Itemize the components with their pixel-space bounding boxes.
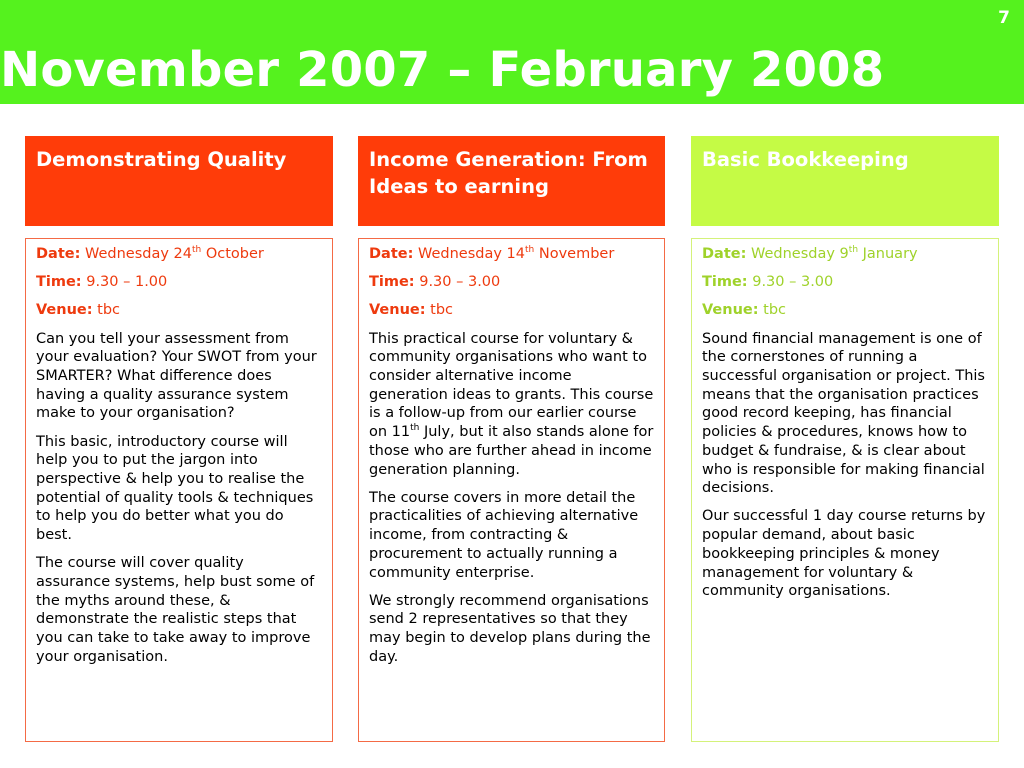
course-description: This practical course for voluntary & community organisations who want to consider alternative income generation ideas to grants. This course is a follow-up from our earlier course on 11th July, but it also stands alone for those who are further ahead in income generation planning. xyxy=(369,330,654,478)
course-card-income-generation xyxy=(358,238,665,742)
course-heading-text: Income Generation: From Ideas to earning xyxy=(369,148,648,198)
course-card-basic-bookkeeping xyxy=(691,238,999,742)
course-heading-demonstrating-quality xyxy=(25,136,333,226)
course-time xyxy=(369,273,654,292)
venue-value: tbc xyxy=(763,302,787,319)
time-value: 9.30 – 3.00 xyxy=(419,274,501,291)
course-description: This basic, introductory course will help you to put the jargon into perspective & help you to realise the potential of quality tools & techniques to help you do better what you do best. xyxy=(36,433,314,544)
course-heading-income-generation xyxy=(358,136,665,226)
course-description: The course covers in more detail the practicalities of achieving alternative income, from contracting & procurement to actually running a community enterprise. xyxy=(369,489,639,581)
venue-label: Venue: xyxy=(369,302,426,319)
course-time xyxy=(702,273,988,292)
course-description: Our successful 1 day course returns by popular demand, about basic bookkeeping principles & money management for voluntary & community organisations. xyxy=(702,508,986,600)
time-label: Time: xyxy=(369,274,415,291)
time-label: Time: xyxy=(36,274,82,291)
date-label: Date: xyxy=(369,246,414,262)
time-value: 9.30 – 3.00 xyxy=(752,274,834,291)
date-value: Wednesday 14th November xyxy=(418,245,615,262)
course-heading-text: Demonstrating Quality xyxy=(36,148,287,171)
course-time xyxy=(36,273,322,292)
date-value: Wednesday 9th January xyxy=(751,245,918,262)
date-label: Date: xyxy=(36,246,81,262)
course-description: Sound financial management is one of the cornerstones of running a successful organisation or project. This means that the organisation practices good record keeping, has financial policies & procedures, knows how to budget & fundraise, & is clear about who is responsible for making financial decisions. xyxy=(702,330,985,497)
course-venue xyxy=(702,301,988,320)
course-heading-basic-bookkeeping xyxy=(691,136,999,226)
course-venue xyxy=(36,301,322,320)
venue-label: Venue: xyxy=(702,302,759,319)
time-label: Time: xyxy=(702,274,748,291)
venue-value: tbc xyxy=(97,302,121,319)
course-description: We strongly recommend organisations send 2 representatives so that they may begin to develop plans during the day. xyxy=(369,592,651,665)
course-date xyxy=(36,245,322,264)
course-date xyxy=(369,245,654,264)
venue-value: tbc xyxy=(430,302,454,319)
course-description: Can you tell your assessment from your evaluation? Your SWOT from your SMARTER? What difference does having a quality assurance system make to your organisation? xyxy=(36,330,317,422)
course-description: The course will cover quality assurance systems, help bust some of the myths around these, & demonstrate the realistic steps that you can take to take away to improve your organisation. xyxy=(36,555,315,665)
course-date xyxy=(702,245,988,264)
venue-label: Venue: xyxy=(36,302,93,319)
date-value: Wednesday 24th October xyxy=(85,245,264,262)
page-title: November 2007 – February 2008 xyxy=(0,42,885,98)
time-value: 9.30 – 1.00 xyxy=(86,274,168,291)
slide-number: 7 xyxy=(998,8,1010,28)
title-banner xyxy=(0,0,1024,104)
course-card-demonstrating-quality xyxy=(25,238,333,742)
course-venue xyxy=(369,301,654,320)
date-label: Date: xyxy=(702,246,747,262)
course-heading-text: Basic Bookkeeping xyxy=(702,148,909,171)
